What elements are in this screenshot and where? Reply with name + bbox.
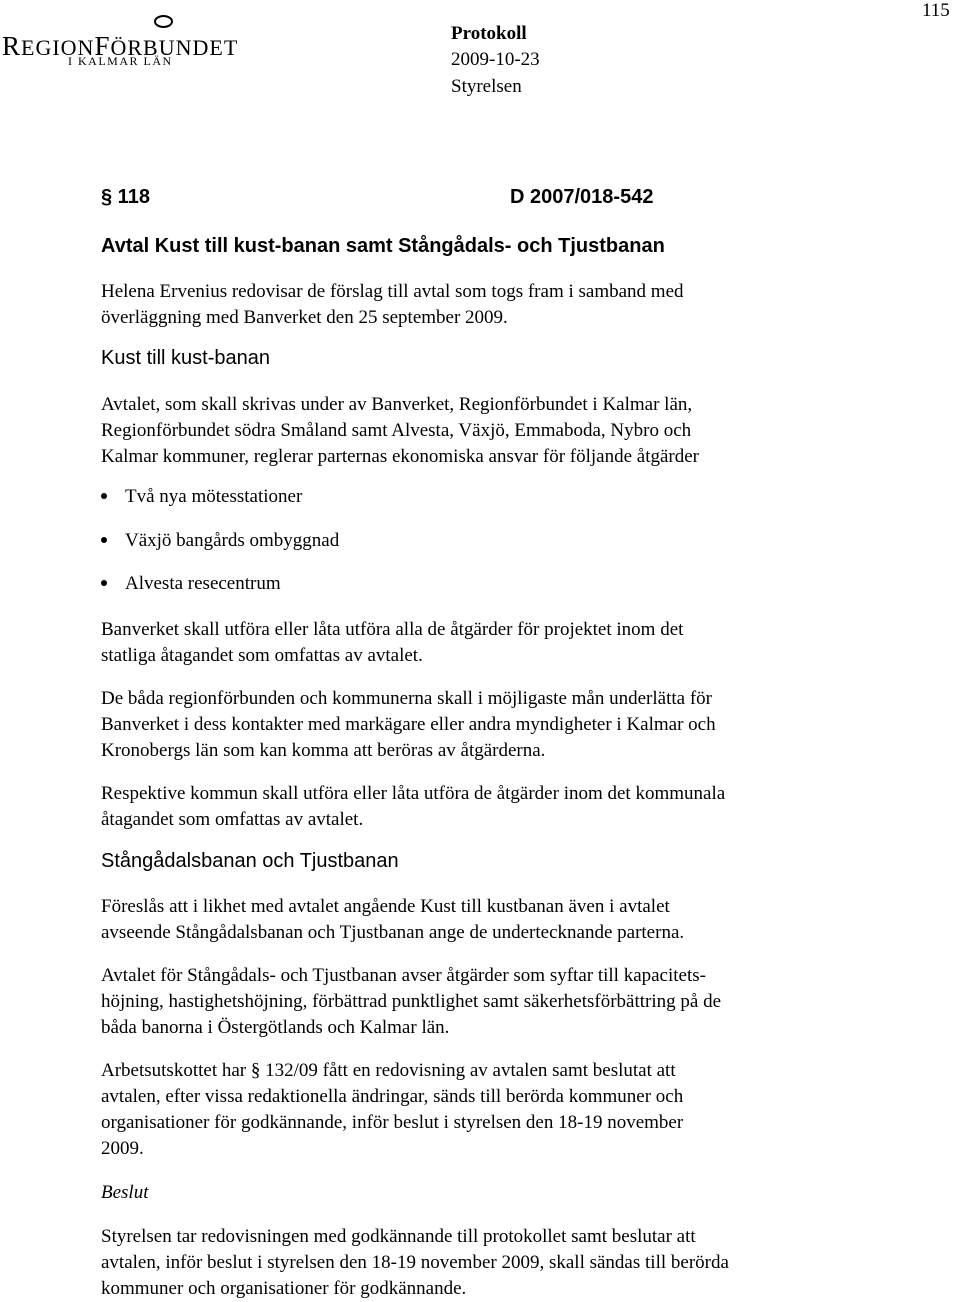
subheading-kust-till-kust: Kust till kust-banan — [101, 347, 270, 369]
section-title: Avtal Kust till kust-banan samt Stångådals- och Tjustbanan — [101, 235, 665, 257]
paragraph-agreement: Avtalet, som skall skrivas under av Banverket, Regionförbundet i Kalmar län, Regionförbundet södra Småland samt Alvesta, Växjö, Emmaboda, Nybro och Kalmar kommuner, reglerar parternas ekonomiska ansvar för följande åtgärder — [101, 394, 700, 467]
section-number: § 118 — [101, 186, 150, 208]
paragraph-banverket: Banverket skall utföra eller låta utföra alla de åtgärder för projektet inom det statliga åtagandet som omfattas av avtalet. — [101, 619, 684, 666]
paragraph-kommun: Respektive kommun skall utföra eller låta utföra de åtgärder inom det kommunala åtagandet som omfattas av avtalet. — [101, 783, 726, 830]
bullet-icon — [101, 493, 107, 499]
paragraph-beslut: Styrelsen tar redovisningen med godkännande till protokollet samt beslutar att avtalen, inför beslut i styrelsen den 18-19 november 2009, skall sändas till berörda kommuner och organisationer för godkännande. — [101, 1226, 729, 1299]
bullet-icon — [101, 537, 107, 543]
list-item: Två nya mötesstationer — [101, 486, 302, 508]
document-body: Styrelsen — [451, 76, 522, 97]
subheading-stangadalsbanan: Stångådalsbanan och Tjustbanan — [101, 850, 399, 872]
diary-number: D 2007/018-542 — [510, 186, 654, 208]
logo-ring-mark — [154, 15, 173, 28]
beslut-label: Beslut — [101, 1182, 149, 1203]
paragraph-avtalet-stangadals: Avtalet för Stångådals- och Tjustbanan avser åtgärder som syftar till kapacitets- höjning, hastighetshöjning, förbättrad punktlighet samt säkerhetsförbättring på de båda banorna i Östergötlands och Kalmar län. — [101, 965, 722, 1038]
logo-text-sub: I KALMAR LÄN — [68, 54, 173, 68]
page-number: 115 — [922, 0, 950, 21]
document-date: 2009-10-23 — [451, 49, 540, 70]
bullet-icon — [101, 580, 107, 586]
list-item: Alvesta resecentrum — [101, 573, 281, 595]
paragraph-foreslas: Föreslås att i likhet med avtalet angående Kust till kustbanan även i avtalet avseende Stångådalsbanan och Tjustbanan ange de undertecknande parterna. — [101, 896, 685, 943]
paragraph-regionforbunden: De båda regionförbunden och kommunerna skall i möjligaste mån underlätta för Banverket i dess kontakter med markägare eller andra myndigheter i Kalmar och Kronobergs län som kan komma att beröras av åtgärderna. — [101, 688, 716, 761]
list-item: Växjö bangårds ombyggnad — [101, 530, 339, 552]
intro-paragraph: Helena Ervenius redovisar de förslag till avtal som togs fram i samband med överläggning med Banverket den 25 september 2009. — [101, 281, 684, 328]
paragraph-arbetsutskottet: Arbetsutskottet har § 132/09 fått en redovisning av avtalen samt beslutat att avtalen, efter vissa redaktionella ändringar, sänds till berörda kommuner och organisationer för godkännande, inför beslut i styrelsen den 18-19 november 2009. — [101, 1060, 684, 1159]
document-type: Protokoll — [451, 23, 527, 44]
logo — [0, 15, 239, 68]
logo-text-main: REGIONFÖRBUNDET — [2, 31, 239, 61]
